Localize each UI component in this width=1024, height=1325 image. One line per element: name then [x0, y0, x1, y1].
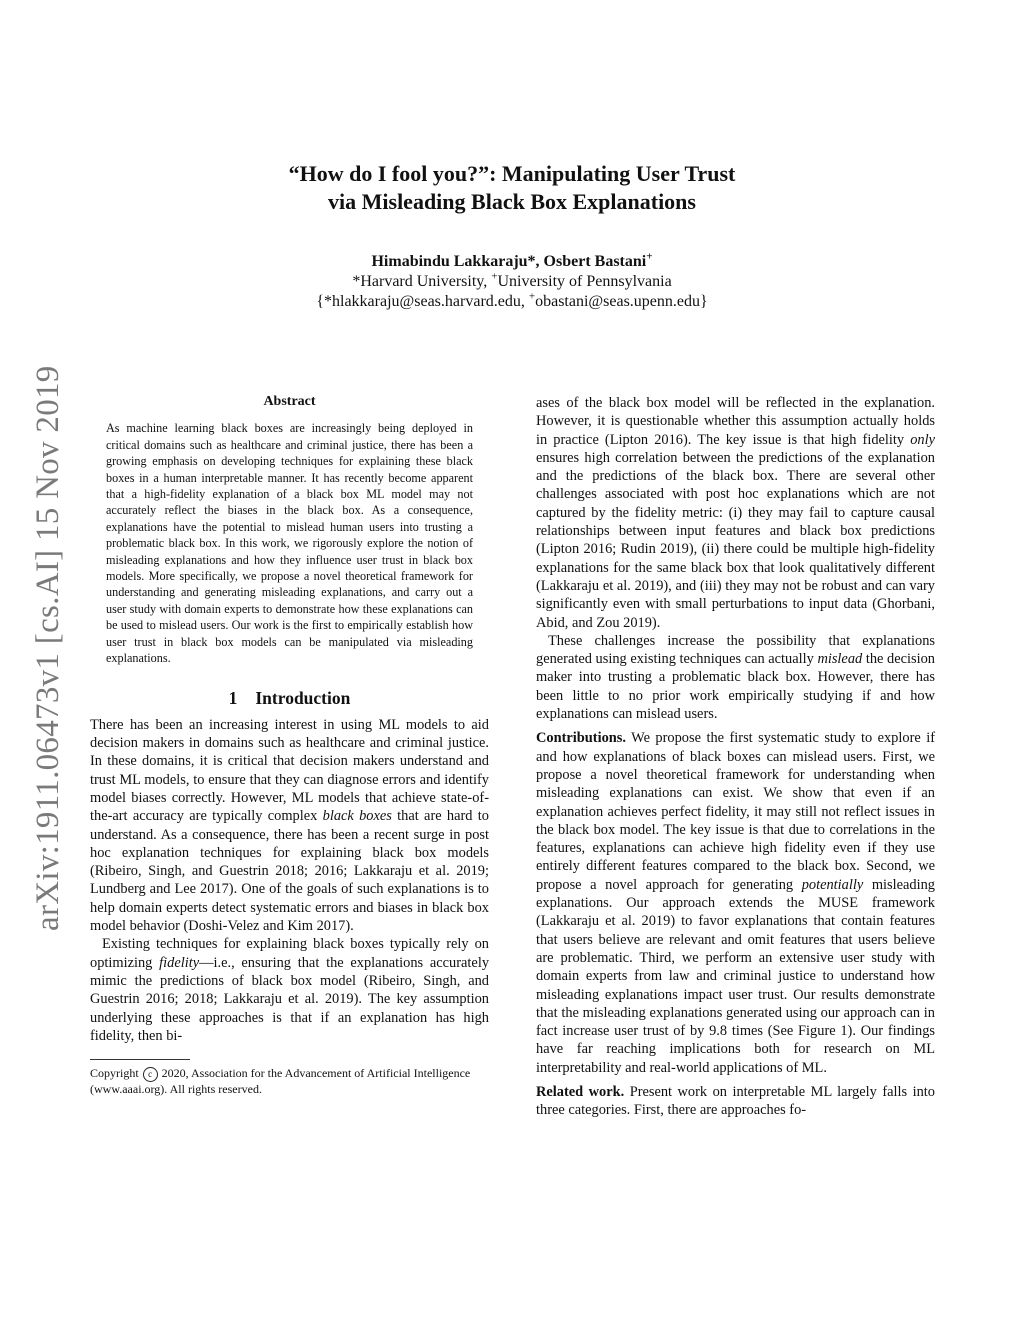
arxiv-identifier: arXiv:1911.06473v1 [cs.AI] 15 Nov 2019	[30, 365, 66, 931]
paper-title	[0, 160, 1024, 216]
copyright-footnote: Copyright c 2020, Association for the Advancement of Artificial Intelligence (www.aaai.org). All rights reserved.	[90, 1059, 489, 1098]
related-work-paragraph: Related work. Present work on interpretable ML largely falls into three categories. First, there are approaches fo-	[536, 1083, 935, 1119]
abstract	[90, 394, 489, 667]
contributions-heading: Contributions.	[536, 730, 626, 747]
right-column	[536, 394, 935, 1120]
author-names: Himabindu Lakkaraju*, Osbert Bastani+	[371, 250, 653, 270]
left-column	[90, 394, 489, 1098]
intro-paragraph-2: Existing techniques for explaining black boxes typically rely on optimizing fidelity—i.e., ensuring that the explanations accurately mimic the predictions of black box model (Ribeiro, Singh, and Guestrin 2016; 2018; Lakkaraju et al. 2019). The key assumption underlying these approaches is that if an explanation has high fidelity, then bi-	[90, 936, 490, 1044]
related-work-heading: Related work.	[536, 1083, 625, 1100]
right-paragraph-1: ases of the black box model will be reflected in the explanation. However, it is questionable whether this assumption actually holds in practice (Lipton 2016). The key issue is that high fidelity only ensures high correlation between the predictions of the explanation and the predictions of the black box. There are several other challenges associated with post hoc explanations which are not captured by the fidelity metric: (i) they may fail to capture causal relationships between input features and black box predictions (Lipton 2016; Rudin 2019), (ii) there could be multiple high-fidelity explanations for the same black box that look qualitatively different (Lakkaraju et al. 2019), and (iii) they may not be robust and can vary significantly even with small perturbations to input data (Ghorbani, Abid, and Zou 2019).	[536, 395, 935, 631]
footnote-rule	[90, 1059, 190, 1060]
intro-paragraph-1: There has been an increasing interest in using ML models to aid decision makers in domains such as healthcare and criminal justice. In these domains, it is critical that decision makers understand and trust ML models, to ensure that they can diagnose errors and identify model biases correctly. However, ML models that achieve state-of-the-art accuracy are typically complex black boxes that are hard to understand. As a consequence, there has been a recent surge in post hoc explanation techniques for explaining black box models (Ribeiro, Singh, and Guestrin 2018; 2016; Lakkaraju et al. 2019; Lundberg and Lee 2017). One of the goals of such explanations is to help domain experts detect systematic errors and biases in black box model behavior (Doshi-Velez and Kim 2017).	[90, 716, 489, 935]
right-paragraph-2: These challenges increase the possibility that explanations generated using existing techniques can actually mislead the decision maker into trusting a problematic black box. However, there has been little to no prior work empirically studying if and how explanations can mislead users.	[536, 632, 935, 723]
section-heading-introduction: 1 Introduction	[228, 687, 351, 708]
author-block	[0, 252, 1024, 312]
title-line-1: “How do I fool you?”: Manipulating User Trust	[288, 161, 736, 186]
abstract-text: As machine learning black boxes are increasingly being deployed in critical domains such as healthcare and criminal justice, there has been a growing emphasis on developing techniques for explaining these black boxes in a human interpretable manner. It has recently become apparent that a high-fidelity explanation of a black box ML model may not accurately reflect the biases in the black box. As a consequence, explanations have the potential to mislead human users into trusting a problematic black box. In this work, we rigorously explore the notion of misleading explanations and how they influence user trust in black box models. More specifically, we propose a novel theoretical framework for understanding and generating misleading explanations, and carry out a user study with domain experts to demonstrate how these explanations can be used to mislead users. Our work is the first to empirically establish how user trust in black box models can be manipulated via misleading explanations.	[106, 421, 473, 666]
title-block	[0, 160, 1024, 312]
abstract-heading: Abstract	[263, 394, 316, 409]
contributions-paragraph: Contributions. We propose the first systematic study to explore if and how explanations of black boxes can mislead users. First, we propose a novel theoretical framework for understanding when misleading explanations can exist. We show that even if an explanation achieves perfect fidelity, it may still not reflect issues in the black box model. The key issue is that due to correlations in the features, explanations can achieve high fidelity even if they use entirely different features compared to the black box. Second, we propose a novel approach for generating potentially misleading explanations. Our approach extends the MUSE framework (Lakkaraju et al. 2019) to favor explanations that contain features that users believe are relevant and omit features that users believe are problematic. Third, we perform an extensive user study with domain experts from law and criminal justice to understand how misleading explanations impact user trust. Our results demonstrate that the misleading explanations generated using our approach can in fact increase user trust of by 9.8 times (See Figure 1). Our findings have far reaching implications both for research on ML interpretability and real-world applications of ML.	[536, 730, 935, 1076]
affiliations: *Harvard University, +University of Pennsylvania	[352, 270, 672, 290]
emails: {*hlakkaraju@seas.harvard.edu, +obastani@seas.upenn.edu}	[316, 290, 708, 310]
copyright-symbol: c	[143, 1067, 158, 1082]
title-line-2: via Misleading Black Box Explanations	[328, 189, 696, 214]
